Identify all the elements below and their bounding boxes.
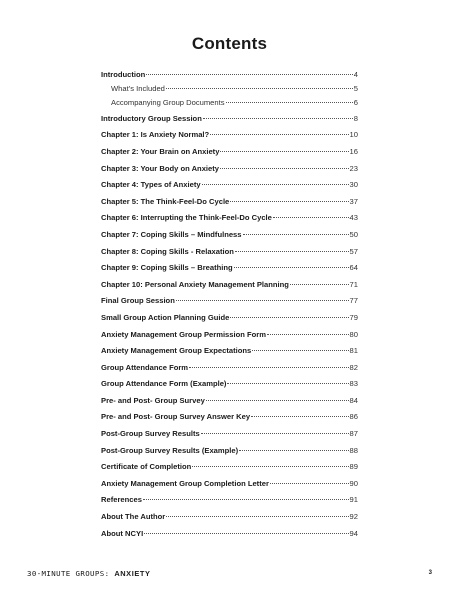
dot-leader: [192, 466, 348, 467]
toc-entry[interactable]: [101, 512, 358, 526]
toc-entry[interactable]: [101, 296, 358, 310]
dot-leader: [210, 134, 348, 135]
toc-entry[interactable]: [101, 429, 358, 443]
footer-book-title: [27, 569, 151, 578]
dot-leader: [252, 350, 348, 351]
toc-entry[interactable]: [101, 147, 358, 161]
dot-leader: [166, 516, 348, 517]
toc-entry[interactable]: [101, 346, 358, 360]
toc-entry-label: About The Author: [101, 512, 166, 522]
toc-entry-page: 43: [349, 213, 358, 223]
toc-entry-label: Introductory Group Session: [101, 113, 202, 123]
toc-entry-label: Group Attendance Form (Example): [101, 379, 227, 389]
toc-entry-page: 82: [349, 362, 358, 372]
toc-entry-label: What’s Included: [111, 84, 165, 94]
dot-leader: [251, 416, 348, 417]
toc-entry[interactable]: [101, 164, 358, 178]
toc-entry-label: Pre- and Post- Group Survey: [101, 395, 205, 405]
toc-entry-label: Group Attendance Form: [101, 362, 189, 372]
dot-leader: [220, 151, 348, 152]
toc-entry[interactable]: [101, 396, 358, 410]
toc-entry-label: Introduction: [101, 70, 146, 79]
toc-entry[interactable]: [101, 363, 358, 377]
toc-entry-page: 50: [349, 229, 358, 239]
dot-leader: [227, 383, 348, 384]
toc-entry-page: 57: [349, 246, 358, 256]
dot-leader: [239, 450, 348, 451]
table-of-contents: [101, 70, 358, 543]
toc-entry-label: Post-Group Survey Results (Example): [101, 445, 239, 455]
toc-entry-page: 5: [353, 84, 358, 94]
dot-leader: [203, 118, 353, 119]
toc-entry-label: About NCYI: [101, 528, 144, 538]
toc-entry[interactable]: [101, 462, 358, 476]
toc-entry-page: 86: [349, 412, 358, 422]
toc-entry[interactable]: [101, 213, 358, 227]
toc-entry-label: References: [101, 495, 142, 505]
dot-leader: [220, 168, 349, 169]
toc-entry-label: Chapter 9: Coping Skills – Breathing: [101, 263, 233, 273]
toc-entry-label: Post-Group Survey Results: [101, 429, 200, 439]
toc-entry-page: 92: [349, 512, 358, 522]
page-title: Contents: [191, 34, 268, 53]
toc-entry-page: 23: [349, 163, 358, 173]
toc-entry-label: Chapter 2: Your Brain on Anxiety: [101, 146, 220, 156]
footer-topic: ANXIETY: [114, 569, 151, 578]
toc-entry[interactable]: [101, 479, 358, 493]
toc-entry-page: 84: [349, 395, 358, 405]
toc-entry-label: Chapter 1: Is Anxiety Normal?: [101, 130, 210, 140]
dot-leader: [176, 300, 349, 301]
toc-entry[interactable]: [101, 114, 358, 128]
dot-leader: [166, 88, 353, 89]
dot-leader: [243, 234, 349, 235]
toc-entry-label: Certificate of Completion: [101, 462, 192, 472]
dot-leader: [273, 217, 349, 218]
toc-entry[interactable]: [101, 313, 358, 327]
toc-entry-page: 10: [349, 130, 358, 140]
toc-entry-page: 79: [349, 312, 358, 322]
toc-entry-page: 90: [349, 478, 358, 488]
toc-entry-page: 71: [349, 279, 358, 289]
toc-entry-label: Chapter 3: Your Body on Anxiety: [101, 163, 219, 173]
toc-entry-label: Pre- and Post- Group Survey Answer Key: [101, 412, 251, 422]
toc-entry-page: 83: [349, 379, 358, 389]
toc-subentry[interactable]: [101, 98, 358, 112]
toc-entry-page: 81: [349, 346, 358, 356]
toc-entry[interactable]: [101, 529, 358, 543]
dot-leader: [146, 74, 352, 75]
dot-leader: [230, 317, 348, 318]
dot-leader: [270, 483, 349, 484]
dot-leader: [290, 284, 349, 285]
toc-entry-page: 4: [353, 70, 358, 79]
toc-entry-page: 16: [349, 146, 358, 156]
toc-subentry[interactable]: [101, 84, 358, 98]
toc-entry[interactable]: [101, 247, 358, 261]
toc-entry-page: 94: [349, 528, 358, 538]
toc-entry-label: Small Group Action Planning Guide: [101, 312, 230, 322]
dot-leader: [189, 367, 348, 368]
toc-entry-page: 88: [349, 445, 358, 455]
dot-leader: [144, 533, 348, 534]
toc-entry-page: 87: [349, 429, 358, 439]
toc-entry-page: 8: [353, 113, 358, 123]
toc-entry[interactable]: [101, 446, 358, 460]
toc-entry-label: Anxiety Management Group Completion Letter: [101, 478, 269, 488]
toc-entry-label: Anxiety Management Group Expectations: [101, 346, 252, 356]
dot-leader: [206, 400, 349, 401]
page-number: 3: [428, 570, 432, 576]
dot-leader: [202, 184, 349, 185]
toc-entry-page: 80: [349, 329, 358, 339]
toc-entry[interactable]: [101, 495, 358, 509]
toc-entry-label: Chapter 6: Interrupting the Think-Feel-Do Cycle: [101, 213, 272, 223]
toc-entry-label: Chapter 10: Personal Anxiety Management Planning: [101, 279, 289, 289]
toc-entry-label: Chapter 8: Coping Skills - Relaxation: [101, 246, 234, 256]
toc-entry[interactable]: [101, 230, 358, 244]
toc-entry-label: Chapter 5: The Think-Feel-Do Cycle: [101, 196, 230, 206]
toc-entry-page: 30: [349, 180, 358, 190]
toc-entry-page: 77: [349, 296, 358, 306]
toc-entry[interactable]: [101, 180, 358, 194]
dot-leader: [267, 334, 349, 335]
toc-entry-label: Chapter 7: Coping Skills – Mindfulness: [101, 229, 242, 239]
dot-leader: [226, 102, 353, 103]
toc-entry[interactable]: [101, 412, 358, 426]
toc-entry[interactable]: [101, 70, 358, 84]
dot-leader: [235, 251, 349, 252]
toc-entry-page: 64: [349, 263, 358, 273]
toc-entry[interactable]: [101, 130, 358, 144]
toc-entry[interactable]: [101, 379, 358, 393]
toc-entry[interactable]: [101, 330, 358, 344]
toc-entry[interactable]: [101, 263, 358, 277]
toc-entry-page: 37: [349, 196, 358, 206]
toc-entry-page: 6: [353, 97, 358, 107]
dot-leader: [230, 201, 348, 202]
toc-entry-label: Anxiety Management Group Permission Form: [101, 329, 266, 339]
toc-entry[interactable]: [101, 197, 358, 211]
toc-entry[interactable]: [101, 280, 358, 294]
dot-leader: [201, 433, 349, 434]
toc-entry-label: Final Group Session: [101, 296, 175, 306]
dot-leader: [234, 267, 349, 268]
footer-series: 30-MINUTE GROUPS:: [27, 569, 110, 578]
toc-entry-page: 91: [349, 495, 358, 505]
dot-leader: [143, 499, 349, 500]
toc-entry-label: Accompanying Group Documents: [111, 97, 225, 107]
toc-entry-page: 89: [349, 462, 358, 472]
toc-entry-label: Chapter 4: Types of Anxiety: [101, 180, 201, 190]
